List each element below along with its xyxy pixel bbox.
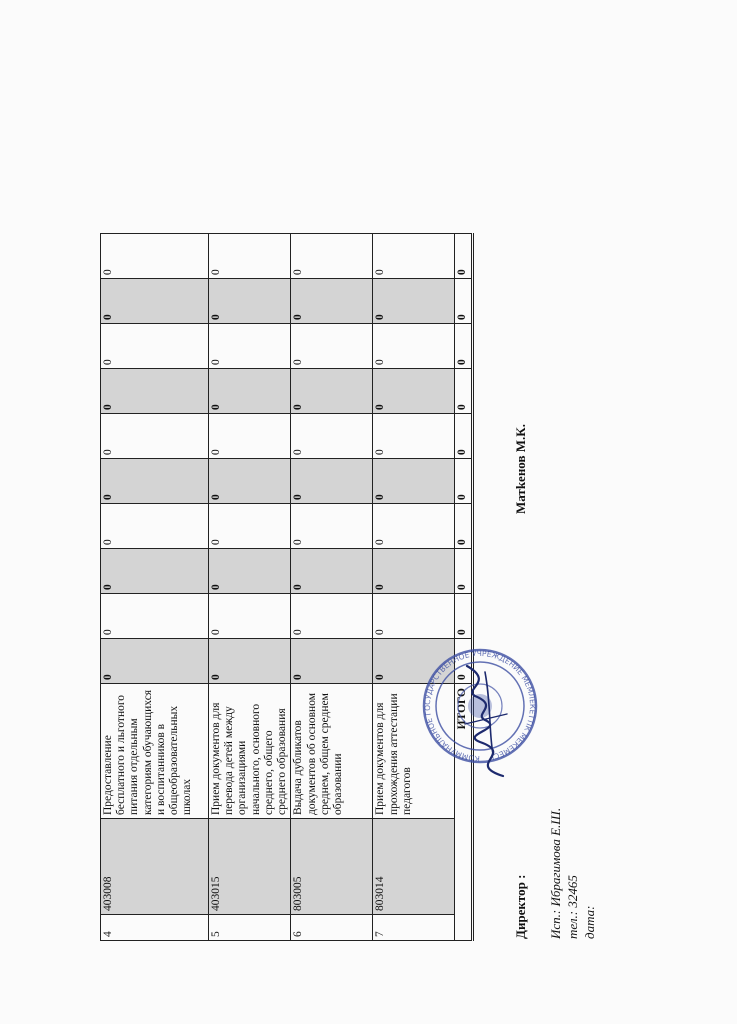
table-row	[209, 234, 291, 941]
handwritten-signature	[445, 654, 525, 784]
value-cell: 0	[209, 279, 291, 324]
value-cell: 0	[209, 324, 291, 369]
service-name-cell: Прием документов для перевода детей между организациями начального, основного среднего, общего среднего образования	[209, 684, 291, 819]
value-cell: 0	[291, 459, 373, 504]
value-cell: 0	[101, 549, 209, 594]
phone-line: тел.: 32465	[565, 875, 580, 939]
value-cell: 0	[101, 504, 209, 549]
value-cell: 0	[209, 369, 291, 414]
service-code-cell: 803005	[291, 819, 373, 915]
value-cell: 0	[373, 279, 455, 324]
total-row	[455, 234, 472, 941]
service-name-cell: Прием документов для прохождения аттестации педагогов	[373, 684, 455, 819]
value-cell: 0	[373, 324, 455, 369]
value-cell: 0	[373, 639, 455, 684]
value-cell: 0	[373, 234, 455, 279]
total-value-cell: 0	[455, 324, 472, 369]
value-cell: 0	[101, 324, 209, 369]
value-cell: 0	[209, 459, 291, 504]
value-cell: 0	[291, 414, 373, 459]
director-name: Матkенов М.К.	[513, 424, 528, 514]
value-cell: 0	[209, 504, 291, 549]
total-value-cell: 0	[455, 594, 472, 639]
value-cell: 0	[373, 369, 455, 414]
service-code-cell: 403015	[209, 819, 291, 915]
value-cell: 0	[291, 594, 373, 639]
table-row	[291, 234, 373, 941]
total-value-cell: 0	[455, 549, 472, 594]
svg-text:КОММУНАЛЬНОЕ ГОСУДАРСТВЕННОЕ У: КОММУНАЛЬНОЕ ГОСУДАРСТВЕННОЕ УЧРЕЖДЕНИЕ МЕМЛЕКЕТТІК МЕКЕМЕСІ	[422, 648, 538, 764]
value-cell: 0	[291, 369, 373, 414]
table-body	[101, 234, 473, 941]
total-value-cell: 0	[455, 279, 472, 324]
row-number-cell: 7	[373, 915, 455, 941]
value-cell: 0	[291, 504, 373, 549]
value-cell: 0	[373, 414, 455, 459]
value-cell: 0	[291, 639, 373, 684]
service-code-cell: 803014	[373, 819, 455, 915]
value-cell: 0	[101, 279, 209, 324]
date-line: дата:	[582, 905, 597, 939]
services-table	[100, 233, 474, 941]
total-value-cell: 0	[455, 234, 472, 279]
service-code-cell: 403008	[101, 819, 209, 915]
total-label: ИТОГО	[455, 684, 472, 941]
table-row	[373, 234, 455, 941]
value-cell: 0	[291, 549, 373, 594]
value-cell: 0	[101, 369, 209, 414]
value-cell: 0	[209, 639, 291, 684]
value-cell: 0	[373, 594, 455, 639]
row-number-cell: 6	[291, 915, 373, 941]
table-row	[101, 234, 209, 941]
total-value-cell: 0	[455, 459, 472, 504]
value-cell: 0	[101, 459, 209, 504]
row-number-cell: 4	[101, 915, 209, 941]
value-cell: 0	[291, 234, 373, 279]
value-cell: 0	[101, 234, 209, 279]
value-cell: 0	[101, 594, 209, 639]
total-value-cell: 0	[455, 639, 472, 684]
value-cell: 0	[291, 324, 373, 369]
value-cell: 0	[209, 549, 291, 594]
value-cell: 0	[209, 594, 291, 639]
value-cell: 0	[291, 279, 373, 324]
value-cell: 0	[373, 549, 455, 594]
value-cell: 0	[101, 414, 209, 459]
value-cell: 0	[209, 234, 291, 279]
total-value-cell: 0	[455, 414, 472, 459]
value-cell: 0	[101, 639, 209, 684]
row-number-cell: 5	[209, 915, 291, 941]
service-name-cell: Предоставление бесплатного и льготного питания отдельным категориям обучающихся и воспитанников в общеобразовательных школах	[101, 684, 209, 819]
total-value-cell: 0	[455, 369, 472, 414]
executor-line: Исп.: Ибрагимова Е.Ш.	[548, 807, 563, 939]
director-label: Директор :	[513, 874, 528, 939]
total-value-cell: 0	[455, 504, 472, 549]
value-cell: 0	[209, 414, 291, 459]
service-name-cell: Выдача дубликатов документов об основном среднем, общем среднем образовании	[291, 684, 373, 819]
value-cell: 0	[373, 504, 455, 549]
value-cell: 0	[373, 459, 455, 504]
